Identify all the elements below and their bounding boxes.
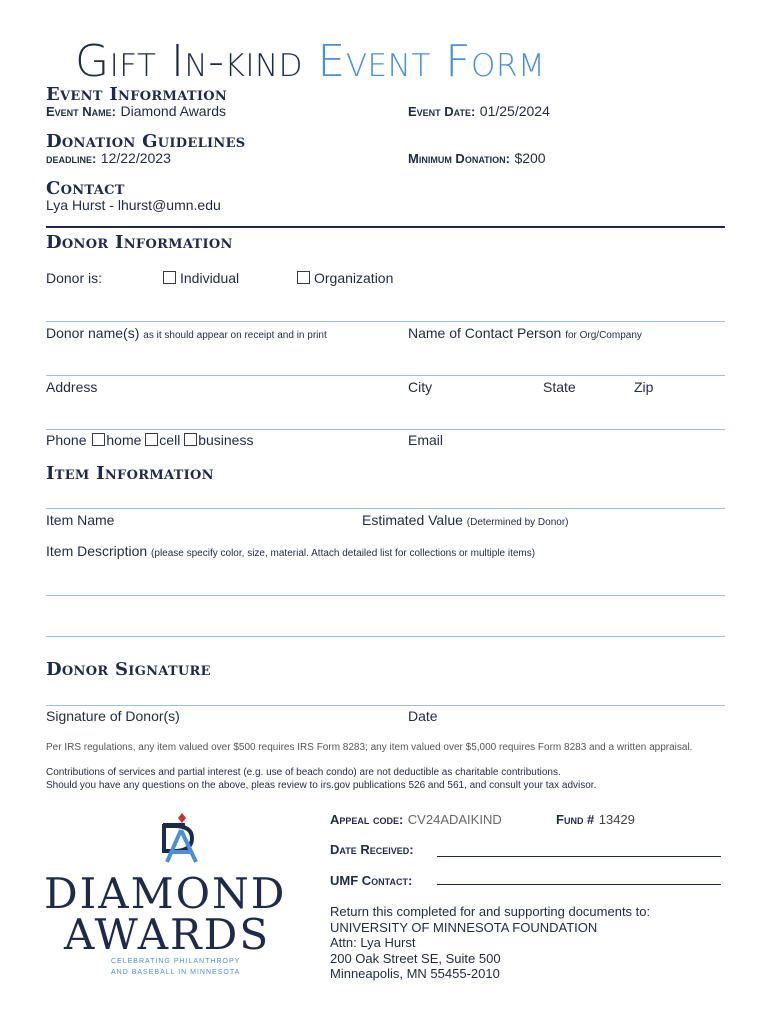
signature-label: Signature of Donor(s): [46, 708, 180, 724]
item-name-label: Item Name: [46, 512, 115, 528]
donor-name-hint: as it should appear on receipt and in print: [143, 330, 327, 341]
business-label: business: [198, 432, 254, 448]
return-line-3: Attn: Lya Hurst: [330, 935, 416, 950]
description-line-1[interactable]: [46, 595, 725, 596]
item-description-field: [46, 543, 535, 559]
description-line-2[interactable]: [46, 636, 725, 637]
zip-label: Zip: [634, 379, 654, 395]
logo-word-diamond: DIAMOND: [44, 869, 287, 918]
questions-note: Should you have any questions on the above, pleas review to irs.gov publications 526 and 561, and consult your tax advisor.: [46, 780, 597, 791]
phone-label: Phone: [46, 432, 87, 448]
individual-option[interactable]: [163, 270, 239, 286]
address-line[interactable]: [46, 375, 725, 376]
home-label: home: [106, 432, 142, 448]
deadline-row: [46, 150, 171, 168]
fund-value: 13429: [598, 812, 635, 827]
address-label: Address: [46, 379, 98, 395]
city-label: City: [408, 379, 433, 395]
individual-label: Individual: [180, 270, 240, 286]
return-line-1: Return this completed for and supporting documents to:: [330, 904, 651, 919]
contact-person-label: Name of Contact Person: [408, 325, 562, 341]
email-label: Email: [408, 432, 444, 448]
event-name-row: [46, 103, 226, 121]
title-part1: Gift In-kind: [75, 36, 304, 87]
event-date-value: 01/25/2024: [479, 103, 550, 119]
umf-contact-line[interactable]: [437, 884, 721, 885]
logo-word-awards: AWARDS: [64, 910, 271, 959]
return-line-4: 200 Oak Street SE, Suite 500: [330, 950, 501, 966]
donation-guidelines-heading: Donation Guidelines: [46, 131, 246, 152]
deadline-value: 12/22/2023: [100, 150, 171, 166]
organization-label: Organization: [314, 270, 394, 286]
donor-name-field: [46, 325, 327, 341]
item-description-hint: (please specify color, size, material. Attach detailed list for collections or multiple items): [151, 548, 536, 559]
event-name-label: Event Name:: [46, 104, 117, 119]
logo-tagline-2: AND BASEBALL IN MINNESOTA: [111, 969, 241, 976]
diamond-awards-logo: [44, 810, 320, 980]
minimum-donation-label: Minimum Donation:: [408, 151, 510, 166]
page-title: [75, 36, 545, 87]
appeal-code-label: Appeal code:: [330, 812, 404, 827]
section-divider: [46, 226, 725, 228]
contact-value: Lya Hurst - lhurst@umn.edu: [46, 197, 221, 213]
cell-label: cell: [159, 432, 181, 448]
phone-field: [46, 432, 253, 448]
date-received-label: Date Received:: [330, 842, 414, 857]
estimated-value-field: [362, 512, 569, 528]
phone-line[interactable]: [46, 429, 725, 430]
item-info-heading: Item Information: [46, 463, 214, 484]
return-line-5: Minneapolis, MN 55455-2010: [330, 966, 500, 981]
cell-checkbox[interactable]: [145, 433, 158, 446]
donor-signature-heading: Donor Signature: [46, 659, 211, 680]
home-checkbox[interactable]: [92, 433, 105, 446]
deadline-label: deadline:: [46, 151, 97, 166]
state-label: State: [543, 379, 576, 395]
contact-person-field: [408, 325, 642, 341]
donor-name-line[interactable]: [46, 321, 725, 322]
organization-option[interactable]: [297, 270, 393, 286]
minimum-donation-value: $200: [514, 150, 546, 166]
event-date-row: [408, 103, 550, 121]
fund-row: [556, 811, 635, 829]
event-name-value: Diamond Awards: [120, 103, 227, 119]
signature-date-label: Date: [408, 708, 438, 724]
event-date-label: Event Date:: [408, 104, 476, 119]
donor-name-label: Donor name(s): [46, 325, 140, 341]
signature-line[interactable]: [46, 705, 725, 706]
item-name-line[interactable]: [46, 508, 725, 509]
organization-checkbox[interactable]: [297, 271, 310, 284]
estimated-value-hint: (Determined by Donor): [466, 517, 569, 528]
individual-checkbox[interactable]: [163, 271, 176, 284]
donor-info-heading: Donor Information: [46, 232, 233, 253]
donor-is-label: Donor is:: [46, 270, 103, 286]
item-description-label: Item Description: [46, 543, 148, 559]
title-part2: Event Form: [317, 36, 546, 87]
umf-contact-label: UMF Contact:: [330, 873, 413, 888]
appeal-code-value: CV24ADAIKIND: [407, 812, 502, 827]
business-checkbox[interactable]: [184, 433, 197, 446]
fund-label: Fund #: [556, 812, 595, 827]
minimum-donation-row: [408, 150, 546, 168]
return-line-2: UNIVERSITY OF MINNESOTA FOUNDATION: [330, 919, 598, 935]
logo-tagline-1: CELEBRATING PHILANTHROPY: [111, 958, 241, 965]
event-info-heading: Event Information: [46, 84, 228, 105]
appeal-code-row: [330, 811, 502, 829]
estimated-value-label: Estimated Value: [362, 512, 463, 528]
return-address-block: [330, 904, 650, 982]
contributions-note: Contributions of services and partial interest (e.g. use of beach condo) are not deductible as charitable contributions.: [46, 767, 561, 778]
contact-heading: Contact: [46, 178, 125, 199]
irs-note: Per IRS regulations, any item valued over $500 requires IRS Form 8283; any item valued over $5,000 requires Form 8283 and a written appraisal.: [46, 742, 693, 753]
contact-person-hint: for Org/Company: [565, 330, 642, 341]
date-received-line[interactable]: [437, 856, 721, 857]
